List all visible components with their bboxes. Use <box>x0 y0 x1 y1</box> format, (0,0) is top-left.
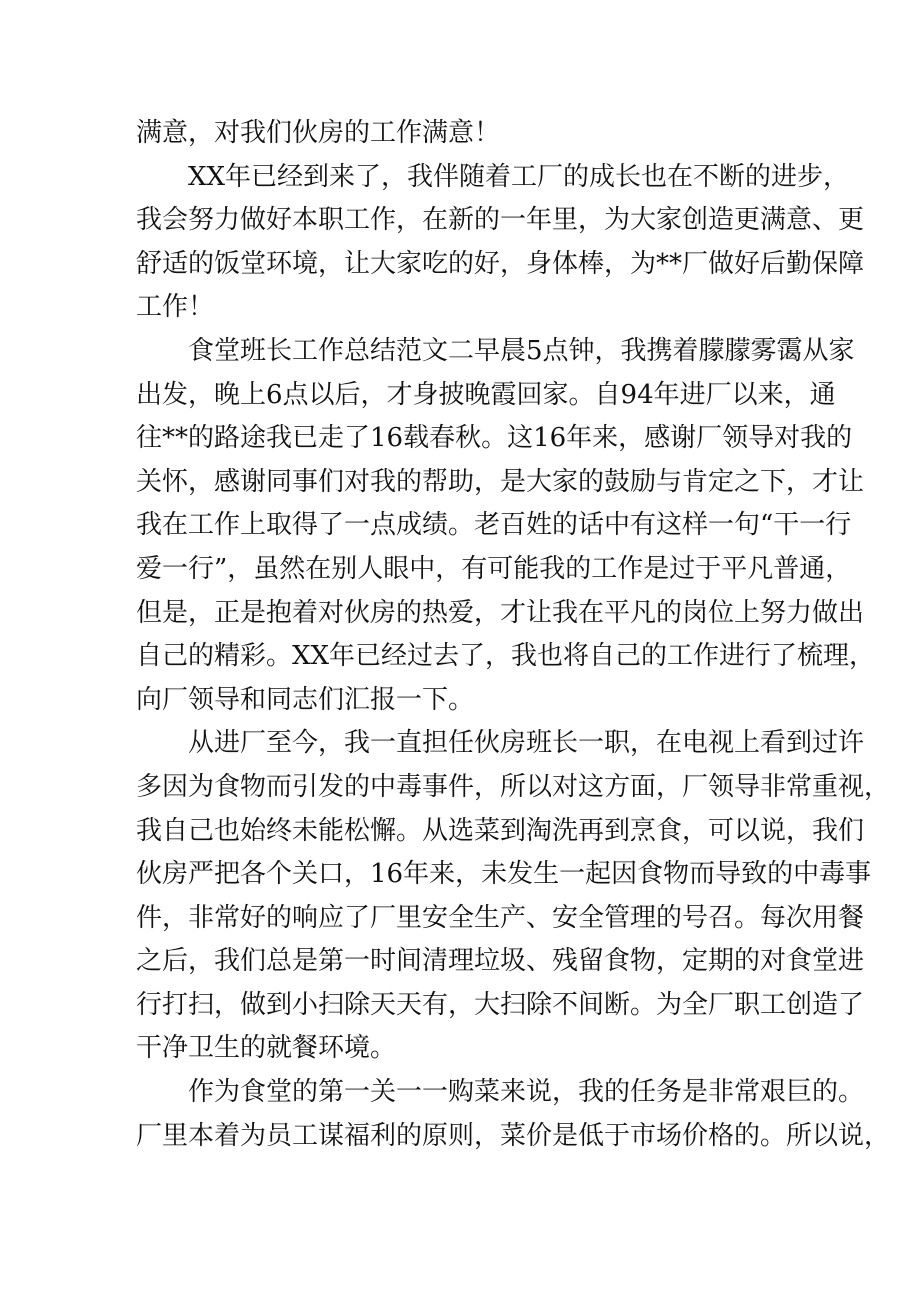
text-line: 干净卫生的就餐环境。 <box>136 1033 397 1064</box>
text-line: 出发，晚上6点以后，才身披晚霞回家。自94年进厂以来，通 <box>136 379 836 410</box>
text-line: 爱一行”，虽然在别人眼中，有可能我的工作是过于平凡普通， <box>136 553 852 584</box>
text-line: 工作！ <box>136 292 215 323</box>
text-line: 伙房严把各个关口，16年来，未发生一起因食物而导致的中毒事 <box>136 859 872 890</box>
text-line: 之后，我们总是第一时间清理垃圾、残留食物，定期的对食堂进 <box>136 946 865 977</box>
text-line: 舒适的饭堂环境，让大家吃的好，身体棒，为**厂做好后勤保障 <box>136 248 865 279</box>
text-line: 件，非常好的响应了厂里安全生产、安全管理的号召。每次用餐 <box>136 902 865 933</box>
paragraph-5 <box>136 1071 891 1158</box>
text-line: 自己的精彩。XX年已经过去了，我也将自己的工作进行了梳理， <box>136 641 876 672</box>
document-body <box>136 112 891 1158</box>
text-line: 厂里本着为员工谋福利的原则，菜价是低于市场价格的。所以说， <box>136 1120 891 1151</box>
text-line: 我自己也始终未能松懈。从选菜到淘洗再到烹食，可以说，我们 <box>136 815 865 846</box>
text-line: 往**的路途我已走了16载春秋。这16年来，感谢厂领导对我的 <box>136 423 853 454</box>
text-line: 食堂班长工作总结范文二早晨5点钟，我携着朦朦雾霭从家 <box>188 335 855 366</box>
text-line: 行打扫，做到小扫除天天有，大扫除不间断。为全厂职工创造了 <box>136 989 865 1020</box>
text-line: 我会努力做好本职工作，在新的一年里，为大家创造更满意、更 <box>136 205 865 236</box>
text-line: 作为食堂的第一关一一购菜来说，我的任务是非常艰巨的。 <box>188 1077 865 1108</box>
text-line: 关怀，感谢同事们对我的帮助，是大家的鼓励与肯定之下，才让 <box>136 466 865 497</box>
text-line: 从进厂至今，我一直担任伙房班长一职，在电视上看到过许 <box>188 728 865 759</box>
paragraph-1 <box>136 112 808 156</box>
paragraph-2 <box>136 156 865 330</box>
text-line: 但是，正是抱着对伙房的热爱，才让我在平凡的岗位上努力做出 <box>136 597 865 628</box>
paragraph-3 <box>136 330 876 722</box>
paragraph-4 <box>136 722 891 1071</box>
text-line: 多因为食物而引发的中毒事件，所以对这方面，厂领导非常重视， <box>136 771 891 802</box>
text-line: 满意，对我们伙房的工作满意！ <box>136 118 501 148</box>
text-line: 我在工作上取得了一点成绩。老百姓的话中有这样一句“干一行 <box>136 510 852 541</box>
text-line: XX年已经到来了，我伴随着工厂的成长也在不断的进步， <box>188 161 850 192</box>
text-line: 向厂领导和同志们汇报一下。 <box>136 684 475 715</box>
